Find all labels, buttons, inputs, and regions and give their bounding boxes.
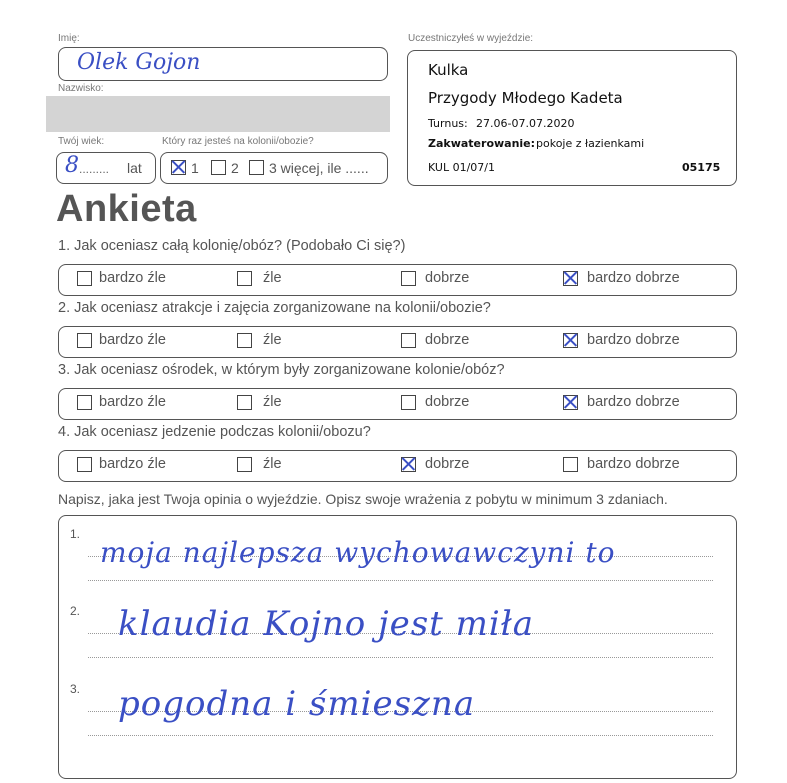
q3-checkbox-dobrze[interactable] [401, 395, 416, 410]
name-label: Imię: [58, 33, 80, 44]
q1-option-zle: źle [263, 270, 282, 286]
opinion-rule [88, 580, 713, 581]
opinion-line-3-number: 3. [70, 682, 81, 696]
q2-checkbox-bardzo-zle[interactable] [77, 333, 92, 348]
q3-checkbox-bardzo-dobrze[interactable] [563, 395, 578, 410]
times-field [160, 152, 388, 184]
q1-option-bardzo-dobrze: bardzo dobrze [587, 270, 680, 286]
q1-option-dobrze: dobrze [425, 270, 470, 286]
times-checkbox-1[interactable] [171, 160, 186, 175]
times-checkbox-3[interactable] [249, 160, 264, 175]
age-value: 8 [65, 153, 79, 178]
q2-option-dobrze: dobrze [425, 332, 470, 348]
turnus-label: Turnus: [428, 117, 468, 130]
housing-value: pokoje z łazienkami [536, 137, 645, 150]
q3-option-bardzo-zle: bardzo źle [99, 394, 166, 410]
opinion-line-2-text: klaudia Kojno jest miła [118, 604, 535, 644]
age-label: Twój wiek: [58, 136, 105, 147]
camp-name: Przygody Młodego Kadeta [428, 89, 623, 107]
q4-option-bardzo-zle: bardzo źle [99, 456, 166, 472]
question-1-text: 1. Jak oceniasz całą kolonię/obóz? (Podobało Ci się?) [58, 238, 406, 254]
q2-checkbox-zle[interactable] [237, 333, 252, 348]
q3-checkbox-zle[interactable] [237, 395, 252, 410]
opinion-rule [88, 735, 713, 736]
question-4-options [58, 450, 737, 482]
q1-option-bardzo-zle: bardzo źle [99, 270, 166, 286]
opinion-line-1-number: 1. [70, 527, 81, 541]
question-1-options [58, 264, 737, 296]
age-field[interactable] [56, 152, 156, 184]
q4-checkbox-dobrze[interactable] [401, 457, 416, 472]
question-3-options [58, 388, 737, 420]
age-dots: ......... [79, 162, 110, 176]
surname-label: Nazwisko: [58, 83, 104, 94]
camp-number: 05175 [682, 161, 721, 174]
q1-checkbox-zle[interactable] [237, 271, 252, 286]
opinion-line-2-number: 2. [70, 604, 81, 618]
camp-code: KUL 01/07/1 [428, 161, 495, 174]
times-option-3: 3 więcej, ile ...... [269, 160, 369, 176]
question-3-text: 3. Jak oceniasz ośrodek, w którym były zorganizowane kolonie/obóz? [58, 362, 505, 378]
survey-title: Ankieta [56, 188, 197, 230]
age-unit: lat [127, 160, 142, 176]
q4-checkbox-zle[interactable] [237, 457, 252, 472]
participated-label: Uczestniczyłeś w wyjeździe: [408, 33, 534, 44]
q4-option-bardzo-dobrze: bardzo dobrze [587, 456, 680, 472]
q4-checkbox-bardzo-dobrze[interactable] [563, 457, 578, 472]
opinion-prompt: Napisz, jaka jest Twoja opinia o wyjeździe. Opisz swoje wrażenia z pobytu w minimum 3 zdaniach. [58, 491, 668, 507]
q4-checkbox-bardzo-zle[interactable] [77, 457, 92, 472]
q3-option-zle: źle [263, 394, 282, 410]
q1-checkbox-bardzo-zle[interactable] [77, 271, 92, 286]
q4-option-dobrze: dobrze [425, 456, 470, 472]
question-2-options [58, 326, 737, 358]
question-4-text: 4. Jak oceniasz jedzenie podczas kolonii/obozu? [58, 424, 371, 440]
times-label: Który raz jesteś na kolonii/obozie? [162, 136, 314, 147]
q3-option-bardzo-dobrze: bardzo dobrze [587, 394, 680, 410]
q2-option-zle: źle [263, 332, 282, 348]
opinion-line-1-text: moja najlepsza wychowawczyni to [100, 536, 616, 569]
q3-checkbox-bardzo-zle[interactable] [77, 395, 92, 410]
q2-option-bardzo-zle: bardzo źle [99, 332, 166, 348]
name-field[interactable] [58, 47, 388, 81]
q3-option-dobrze: dobrze [425, 394, 470, 410]
q1-checkbox-bardzo-dobrze[interactable] [563, 271, 578, 286]
camp-org: Kulka [428, 61, 469, 79]
q2-option-bardzo-dobrze: bardzo dobrze [587, 332, 680, 348]
times-option-1: 1 [191, 160, 199, 176]
opinion-line-3-text: pogodna i śmieszna [118, 684, 476, 724]
opinion-rule [88, 657, 713, 658]
camp-info-box [407, 50, 737, 186]
q2-checkbox-bardzo-dobrze[interactable] [563, 333, 578, 348]
times-checkbox-2[interactable] [211, 160, 226, 175]
question-2-text: 2. Jak oceniasz atrakcje i zajęcia zorganizowane na kolonii/obozie? [58, 300, 491, 316]
q1-checkbox-dobrze[interactable] [401, 271, 416, 286]
times-option-2: 2 [231, 160, 239, 176]
name-value: Olek Gojon [77, 50, 201, 75]
turnus-value: 27.06-07.07.2020 [476, 117, 575, 130]
housing-label: Zakwaterowanie: [428, 137, 536, 150]
surname-redaction [46, 96, 390, 132]
q4-option-zle: źle [263, 456, 282, 472]
q2-checkbox-dobrze[interactable] [401, 333, 416, 348]
